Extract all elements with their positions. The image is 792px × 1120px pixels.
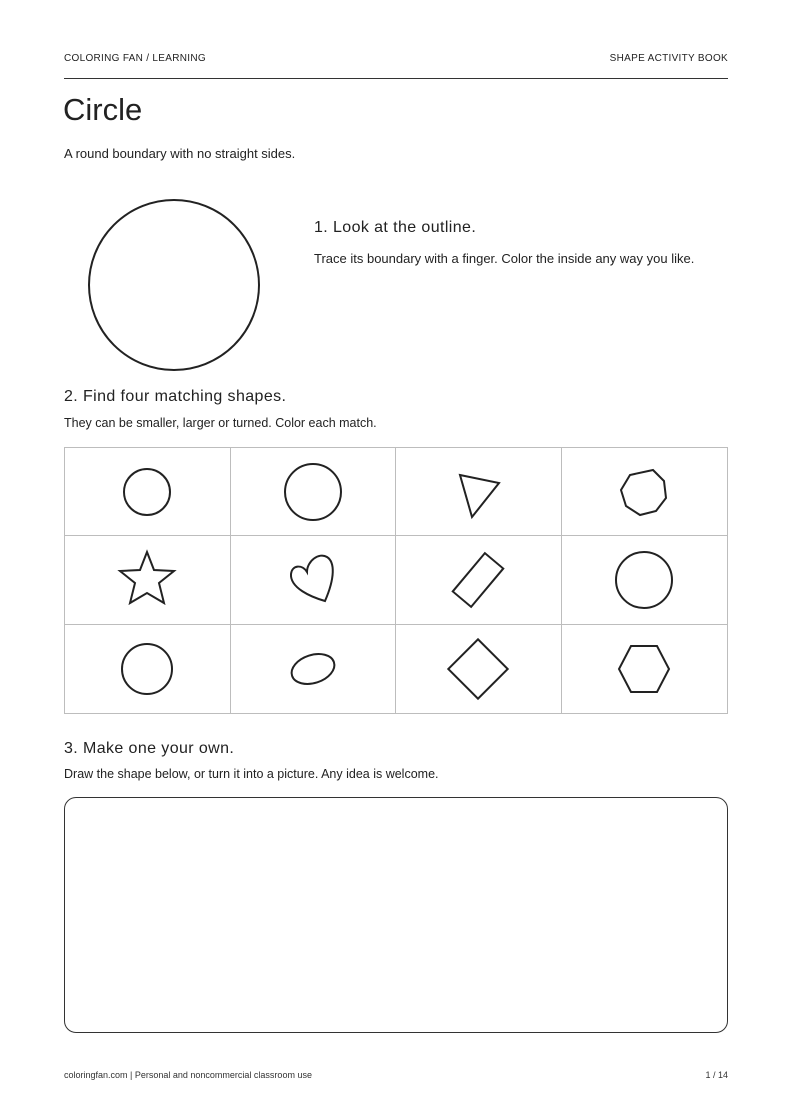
octagon-icon bbox=[609, 457, 679, 527]
page-number: 1 / 14 bbox=[705, 1070, 728, 1080]
header-left-label: COLORING FAN / LEARNING bbox=[64, 53, 206, 64]
shape-cell[interactable] bbox=[396, 536, 562, 624]
heart-icon bbox=[278, 545, 348, 615]
shape-cell[interactable] bbox=[562, 536, 728, 624]
shape-cell[interactable] bbox=[396, 448, 562, 536]
page-subtitle: A round boundary with no straight sides. bbox=[64, 146, 296, 161]
triangle-icon bbox=[443, 457, 513, 527]
shape-cell[interactable] bbox=[231, 625, 397, 713]
step3-text: Draw the shape below, or turn it into a picture. Any idea is welcome. bbox=[64, 767, 439, 781]
shape-cell[interactable] bbox=[231, 448, 397, 536]
shape-cell[interactable] bbox=[65, 536, 231, 624]
circle-icon bbox=[278, 457, 348, 527]
shape-cell[interactable] bbox=[231, 536, 397, 624]
step1-text: Trace its boundary with a finger. Color the inside any way you like. bbox=[314, 251, 695, 266]
shape-cell[interactable] bbox=[65, 625, 231, 713]
rectangle-icon bbox=[443, 545, 513, 615]
star-icon bbox=[112, 545, 182, 615]
shape-cell[interactable] bbox=[562, 448, 728, 536]
drawing-area[interactable] bbox=[64, 797, 728, 1033]
circle-icon bbox=[112, 634, 182, 704]
shape-cell[interactable] bbox=[396, 625, 562, 713]
circle-icon bbox=[112, 457, 182, 527]
diamond-icon bbox=[443, 634, 513, 704]
header-divider bbox=[64, 78, 728, 79]
step2-heading: 2. Find four matching shapes. bbox=[64, 388, 287, 405]
circle-icon bbox=[609, 545, 679, 615]
step2-text: They can be smaller, larger or turned. Color each match. bbox=[64, 416, 377, 430]
header-right-label: SHAPE ACTIVITY BOOK bbox=[609, 53, 728, 64]
page-title: Circle bbox=[63, 92, 143, 127]
ellipse-icon bbox=[278, 634, 348, 704]
step1-heading: 1. Look at the outline. bbox=[314, 219, 477, 236]
hexagon-icon bbox=[609, 634, 679, 704]
circle-outline-icon bbox=[87, 198, 261, 372]
step3-heading: 3. Make one your own. bbox=[64, 740, 235, 757]
shape-grid bbox=[64, 447, 728, 714]
footer-left-label: coloringfan.com | Personal and noncommercial classroom use bbox=[64, 1070, 312, 1080]
shape-cell[interactable] bbox=[65, 448, 231, 536]
shape-cell[interactable] bbox=[562, 625, 728, 713]
